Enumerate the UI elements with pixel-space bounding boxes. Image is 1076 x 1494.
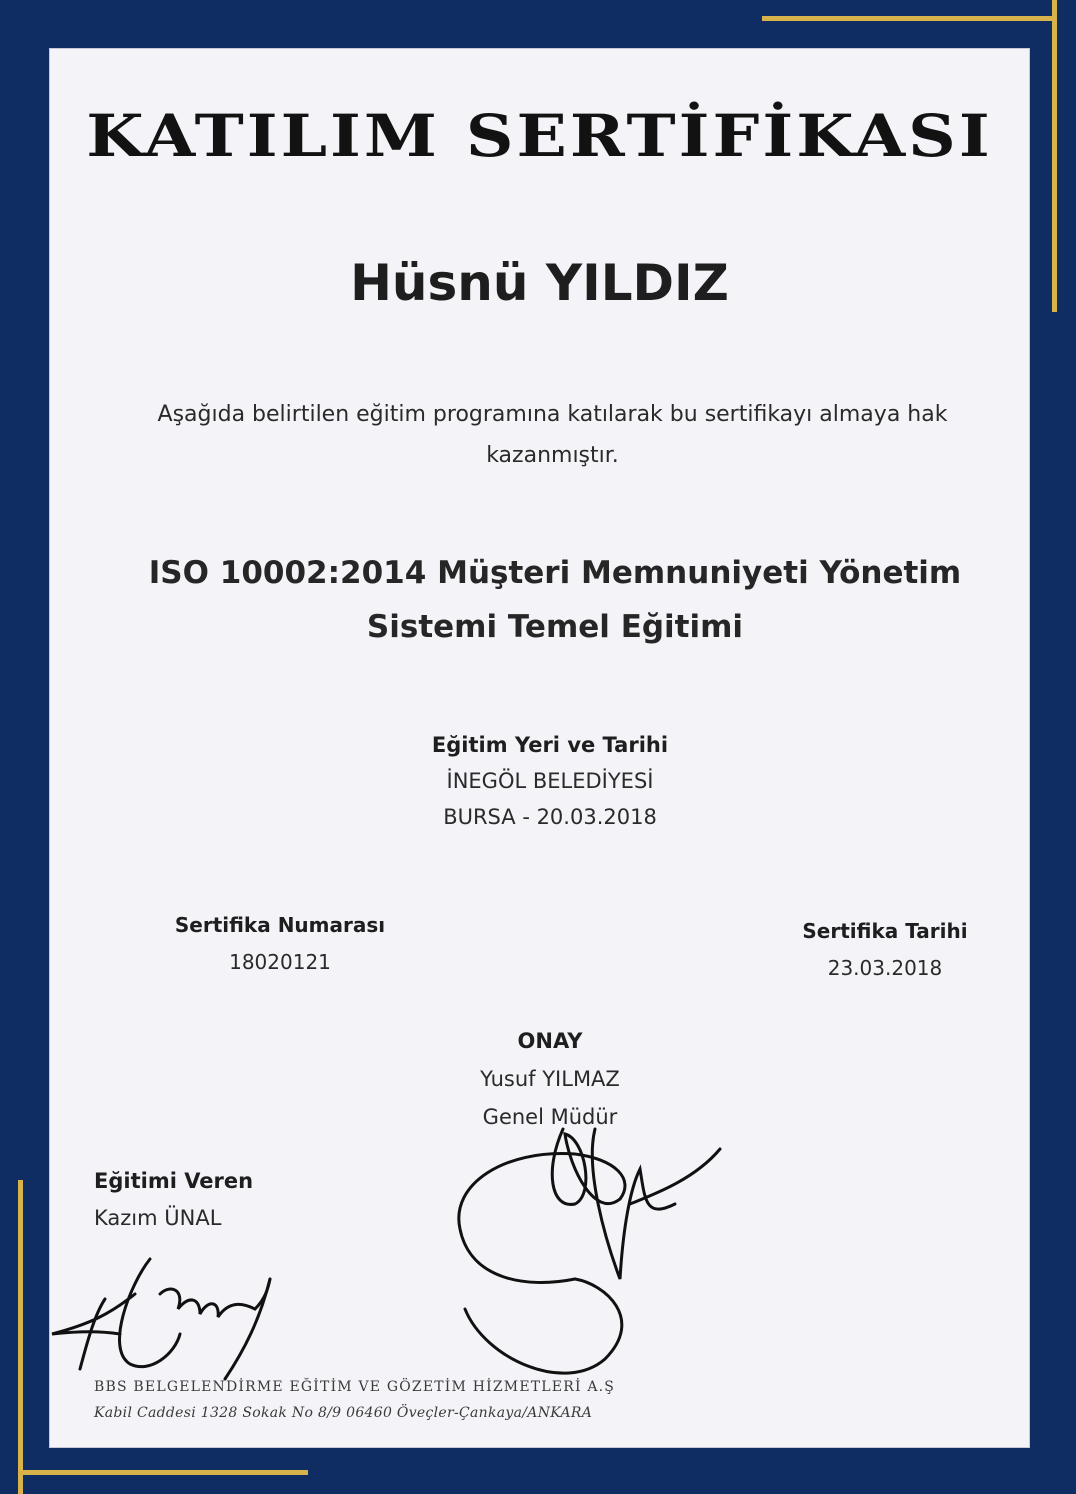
- issuer-footer: [94, 1374, 714, 1426]
- issuer-address: Kabil Caddesi 1328 Sokak No 8/9 06460 Öveçler-Çankaya/ANKARA: [94, 1405, 593, 1421]
- intro-line-2: kazanmıştır.: [486, 443, 619, 468]
- gold-accent-right: [1052, 0, 1057, 312]
- gold-accent-top: [762, 16, 1054, 21]
- approval-label: ONAY: [517, 1029, 583, 1053]
- trainer-label: Eğitimi Veren: [94, 1169, 254, 1193]
- recipient-name: Hüsnü YILDIZ: [350, 254, 729, 312]
- program-line-1: ISO 10002:2014 Müşteri Memnuniyeti Yönetim: [148, 555, 962, 591]
- place-line-1: İNEGÖL BELEDİYESİ: [446, 769, 654, 793]
- trainer-name: Kazım ÜNAL: [94, 1206, 222, 1230]
- issuer-name: BBS BELGELENDİRME EĞİTİM VE GÖZETİM HİZMETLERİ A.Ş: [94, 1379, 616, 1395]
- certificate-date-value: 23.03.2018: [827, 956, 943, 980]
- gold-accent-left: [18, 1180, 23, 1494]
- program-line-2: Sistemi Temel Eğitimi: [366, 609, 744, 645]
- intro-line-1: Aşağıda belirtilen eğitim programına katılarak bu sertifikayı almaya hak: [157, 402, 948, 427]
- certificate-number-value: 18020121: [229, 950, 331, 974]
- certificate-date-label: Sertifika Tarihi: [802, 919, 968, 943]
- approver-title: Genel Müdür: [482, 1105, 618, 1129]
- approver-signature: [445, 1109, 685, 1379]
- program-title: [80, 546, 1030, 654]
- place-label: Eğitim Yeri ve Tarihi: [431, 733, 669, 757]
- trainer-block: [94, 1163, 394, 1237]
- place-line-2: BURSA - 20.03.2018: [443, 805, 657, 829]
- certificate-title: KATILIM SERTİFİKASI: [86, 101, 993, 171]
- certificate-paper: [50, 49, 1029, 1447]
- certificate-date-block: [740, 913, 1030, 987]
- training-place-block: [330, 727, 770, 835]
- gold-accent-bottom: [18, 1470, 308, 1475]
- certificate-number-label: Sertifika Numarası: [174, 913, 386, 937]
- certificate-number-block: [100, 907, 460, 981]
- approver-name: Yusuf YILMAZ: [480, 1067, 620, 1091]
- intro-text: [90, 394, 1015, 476]
- trainer-signature: [50, 1239, 280, 1379]
